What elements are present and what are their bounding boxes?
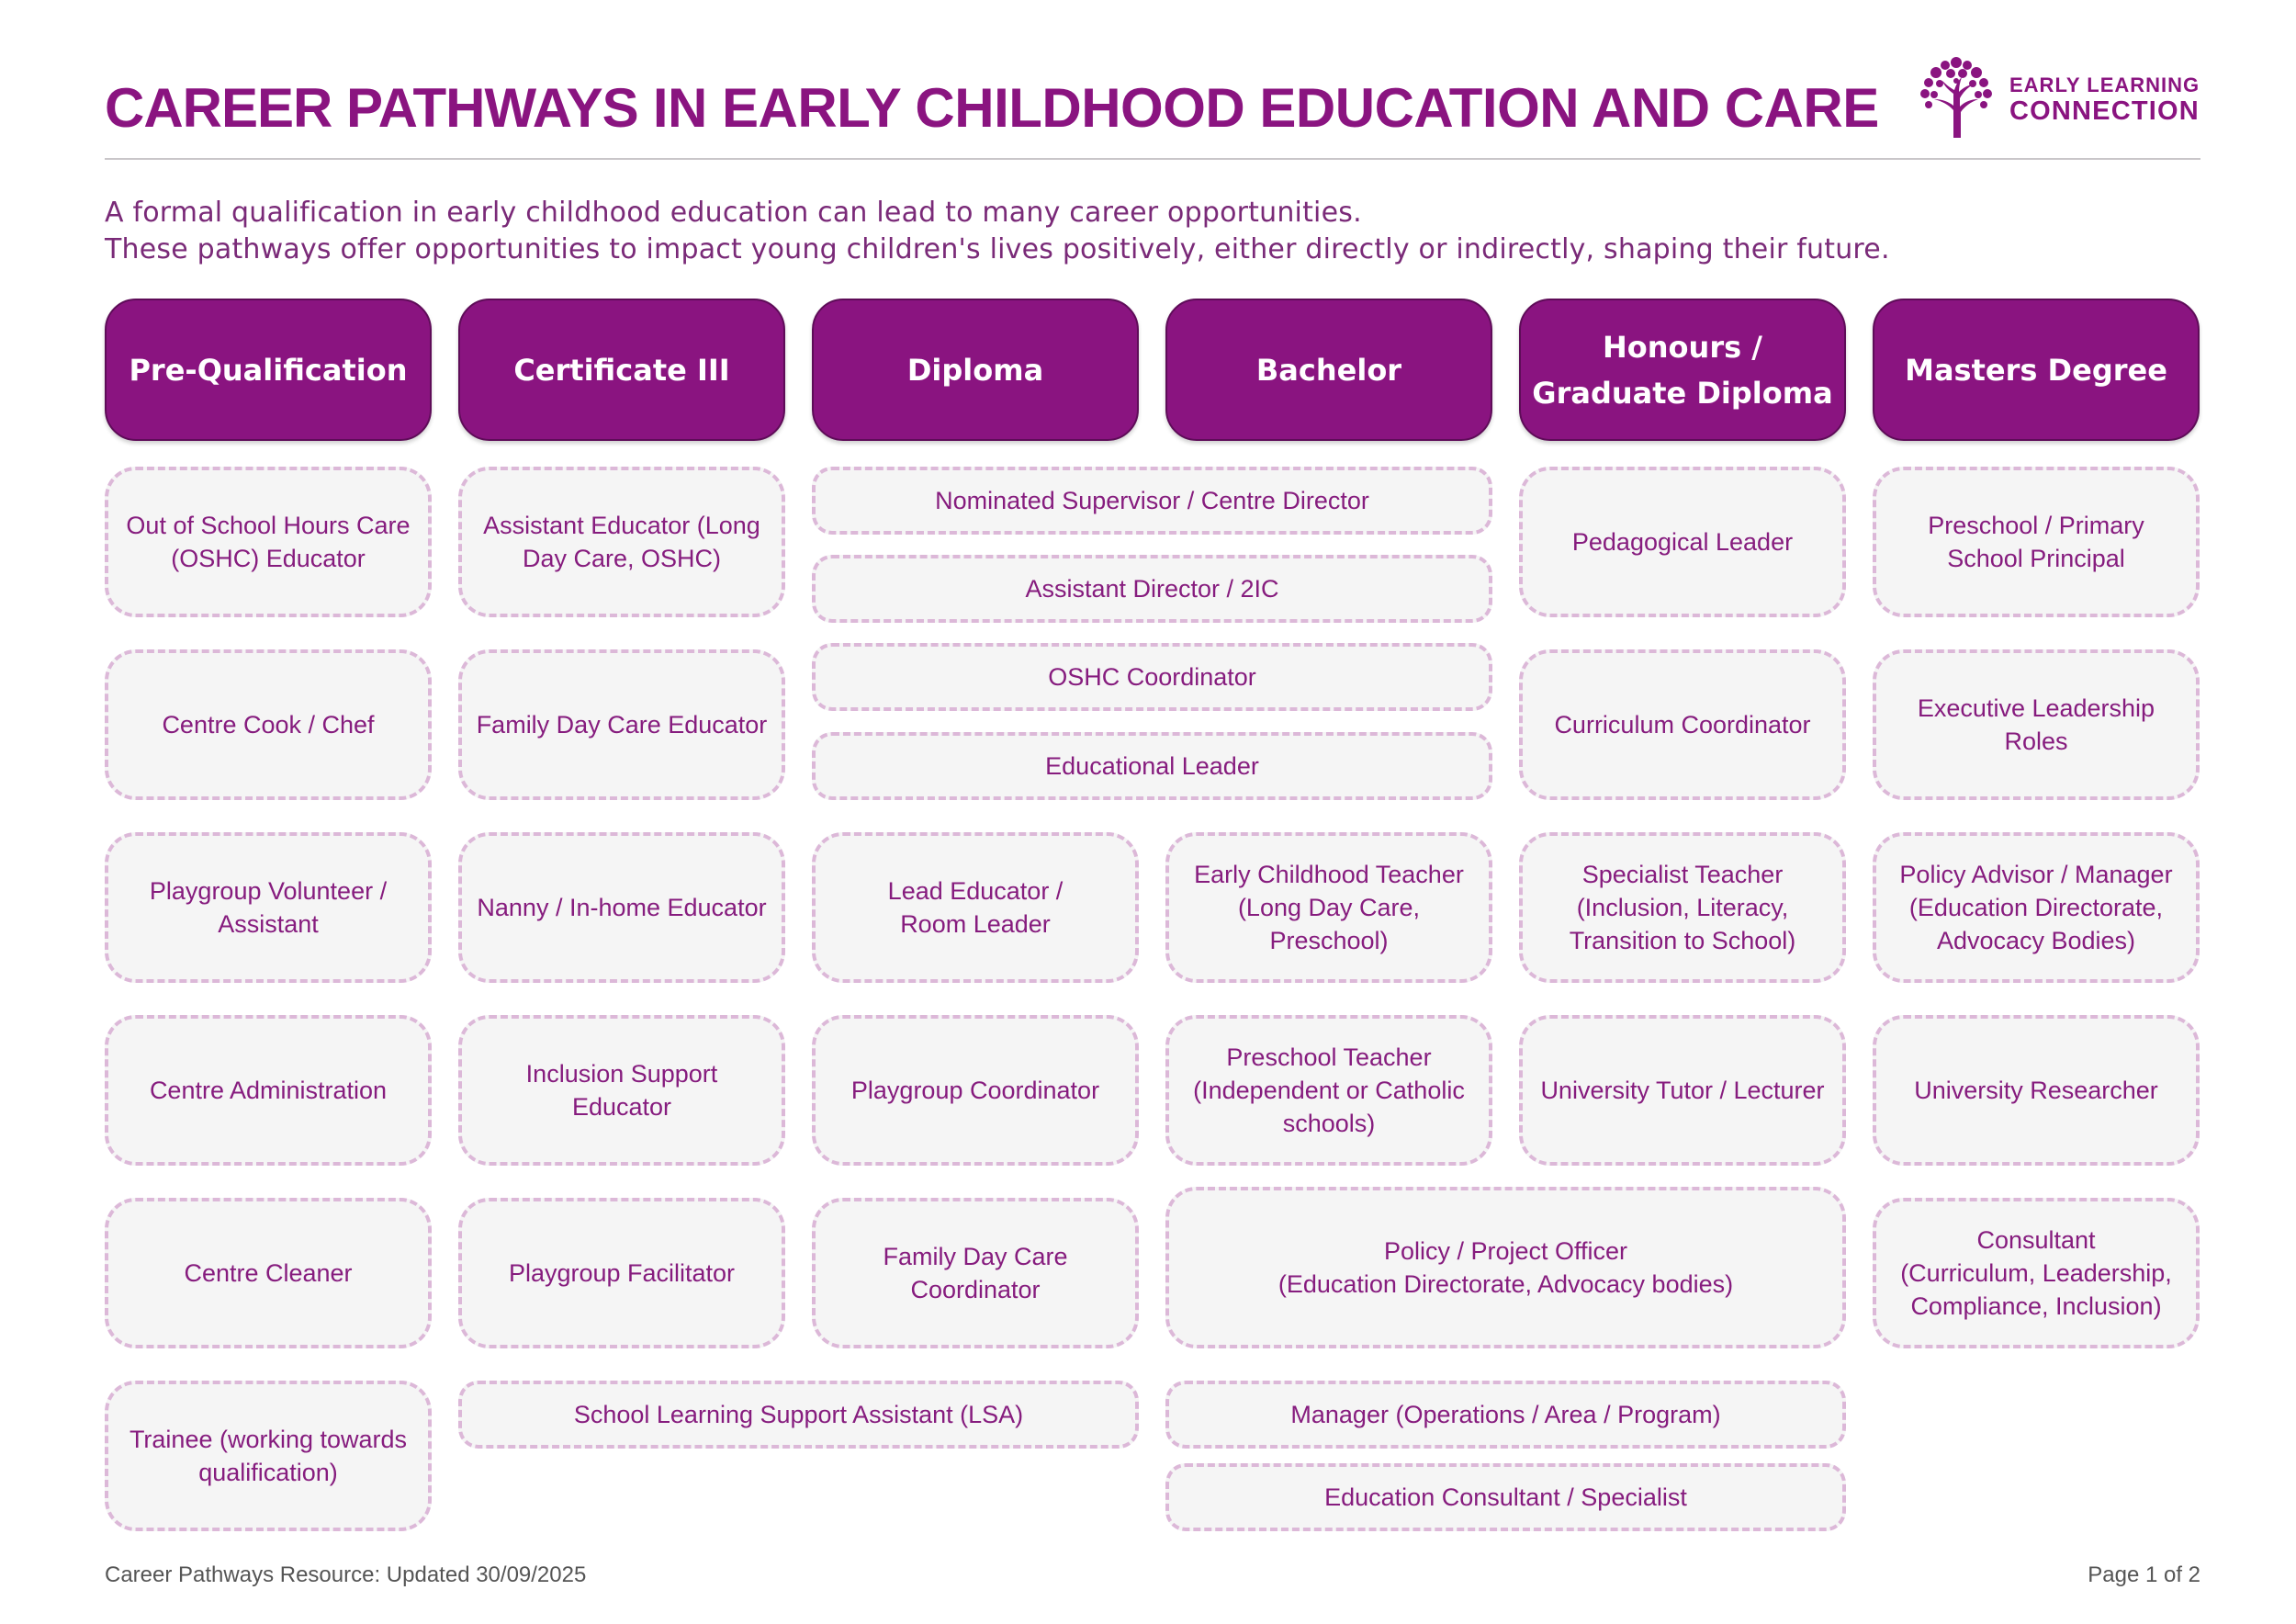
role-card: Centre Cleaner xyxy=(105,1198,432,1348)
brand-line1: EARLY LEARNING xyxy=(2009,73,2200,96)
role-card: OSHC Coordinator xyxy=(812,643,1492,711)
role-card: Assistant Director / 2IC xyxy=(812,555,1492,623)
role-card: Centre Cook / Chef xyxy=(105,649,432,800)
column-header-honours: Honours / Graduate Diploma xyxy=(1519,299,1846,441)
role-card: Preschool Teacher (Independent or Catholic schools) xyxy=(1165,1015,1492,1166)
brand-line2: CONNECTION xyxy=(2009,96,2200,126)
role-card: Pedagogical Leader xyxy=(1519,467,1846,617)
role-card: Lead Educator / Room Leader xyxy=(812,832,1139,983)
role-card: Out of School Hours Care (OSHC) Educator xyxy=(105,467,432,617)
brand-logo xyxy=(1912,53,2206,141)
role-card: University Researcher xyxy=(1873,1015,2200,1166)
role-card: Educational Leader xyxy=(812,732,1492,800)
role-card: Centre Administration xyxy=(105,1015,432,1166)
title-rest: IN EARLY CHILDHOOD EDUCATION AND CARE xyxy=(652,77,1879,139)
column-header-masters: Masters Degree xyxy=(1873,299,2200,441)
column-header-bachelor: Bachelor xyxy=(1165,299,1492,441)
header-divider xyxy=(105,158,2200,160)
role-card: Assistant Educator (Long Day Care, OSHC) xyxy=(458,467,785,617)
role-card: Playgroup Volunteer / Assistant xyxy=(105,832,432,983)
role-card: Policy Advisor / Manager (Education Directorate, Advocacy Bodies) xyxy=(1873,832,2200,983)
role-card: Family Day Care Coordinator xyxy=(812,1198,1139,1348)
role-card: Nominated Supervisor / Centre Director xyxy=(812,467,1492,535)
role-card: Education Consultant / Specialist xyxy=(1165,1463,1846,1531)
role-card: Early Childhood Teacher (Long Day Care, Preschool) xyxy=(1165,832,1492,983)
role-card: Preschool / Primary School Principal xyxy=(1873,467,2200,617)
role-card: Specialist Teacher (Inclusion, Literacy, Transition to School) xyxy=(1519,832,1846,983)
intro-line-1: A formal qualification in early childhood education can lead to many career opportunities. xyxy=(105,197,1362,229)
brand-name xyxy=(2009,75,2200,125)
role-card: Manager (Operations / Area / Program) xyxy=(1165,1381,1846,1449)
column-header-pre-qualification: Pre-Qualification xyxy=(105,299,432,441)
role-card: Consultant (Curriculum, Leadership, Compliance, Inclusion) xyxy=(1873,1198,2200,1348)
column-header-diploma: Diploma xyxy=(812,299,1139,441)
role-card: Playgroup Coordinator xyxy=(812,1015,1139,1166)
role-card: Executive Leadership Roles xyxy=(1873,649,2200,800)
column-header-certificate-iii: Certificate III xyxy=(458,299,785,441)
intro-text xyxy=(105,195,1890,268)
role-card: Inclusion Support Educator xyxy=(458,1015,785,1166)
footer-updated: Career Pathways Resource: Updated 30/09/2025 xyxy=(105,1562,587,1587)
footer-page-number: Page 1 of 2 xyxy=(2088,1562,2200,1587)
page-title xyxy=(105,75,1879,141)
intro-line-2: These pathways offer opportunities to impact young children's lives positively, either directly or indirectly, shaping their future. xyxy=(105,233,1890,265)
tree-icon xyxy=(1912,53,2000,141)
role-card: Nanny / In-home Educator xyxy=(458,832,785,983)
role-card: Playgroup Facilitator xyxy=(458,1198,785,1348)
role-card: Trainee (working towards qualification) xyxy=(105,1381,432,1531)
title-bold: CAREER PATHWAYS xyxy=(105,77,638,139)
role-card: University Tutor / Lecturer xyxy=(1519,1015,1846,1166)
role-card: School Learning Support Assistant (LSA) xyxy=(458,1381,1139,1449)
role-card: Policy / Project Officer (Education Directorate, Advocacy bodies) xyxy=(1165,1187,1846,1348)
role-card: Family Day Care Educator xyxy=(458,649,785,800)
role-card: Curriculum Coordinator xyxy=(1519,649,1846,800)
